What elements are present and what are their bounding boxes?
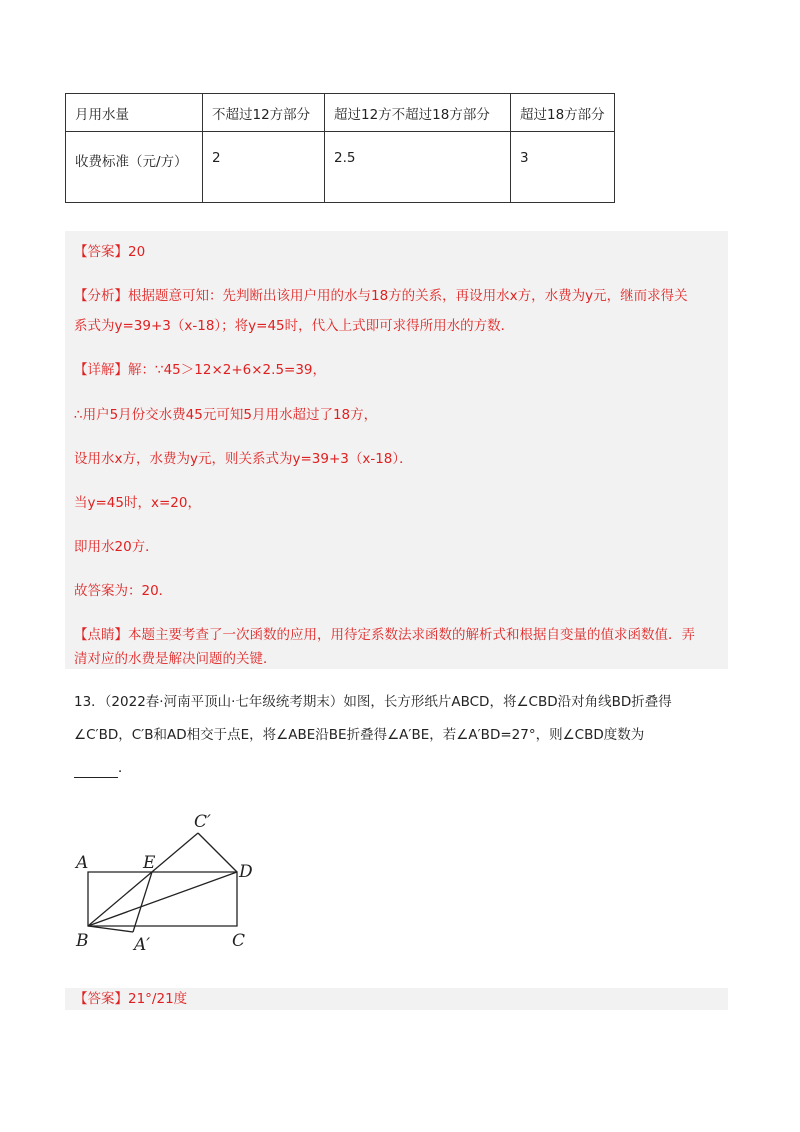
segment-c-prime-d bbox=[198, 833, 237, 872]
label-c-prime: C′ bbox=[194, 812, 211, 832]
detail-text-6: 故答案为：20． bbox=[74, 583, 173, 599]
detail-text-4: 当y=45时，x=20， bbox=[74, 495, 201, 511]
table-cell: 超过18方部分 bbox=[511, 94, 615, 132]
segment-a-prime-e bbox=[133, 872, 152, 932]
comment-text-2: 清对应的水费是解决问题的关键． bbox=[74, 651, 277, 667]
answer-13-tag: 【答案】 bbox=[74, 991, 128, 1007]
label-e: E bbox=[143, 853, 156, 873]
question-13-line-1: 13．（2022春·河南平顶山·七年级统考期末）如图，长方形纸片ABCD，将∠CBD沿对角线BD折叠得 bbox=[74, 694, 672, 710]
analysis-line-1 bbox=[74, 286, 688, 306]
answer-13-value: 21°/21度 bbox=[128, 991, 188, 1007]
geometry-figure bbox=[70, 805, 270, 955]
analysis-tag: 【分析】 bbox=[74, 288, 128, 304]
diagonal-bd bbox=[88, 872, 237, 926]
segment-ba-prime bbox=[88, 926, 133, 932]
label-b: B bbox=[76, 931, 89, 951]
fee-table bbox=[65, 93, 615, 203]
comment-line-1 bbox=[74, 625, 695, 645]
detail-tag: 【详解】 bbox=[74, 362, 128, 378]
table-cell: 不超过12方部分 bbox=[203, 94, 325, 132]
table-cell: 2 bbox=[203, 132, 325, 203]
detail-text-3: 设用水x方，水费为y元，则关系式为y=39+3（x-18）． bbox=[74, 451, 413, 467]
question-13-line-2: ∠C′BD，C′B和AD相交于点E，将∠ABE沿BE折叠得∠A′BE，若∠A′BD=27°，则∠CBD度数为 bbox=[74, 727, 645, 743]
question-13-line-3 bbox=[74, 758, 132, 778]
answer-value: 20 bbox=[128, 244, 146, 260]
answer-tag: 【答案】 bbox=[74, 244, 128, 260]
analysis-text-2: 系式为y=39+3（x-18）；将y=45时，代入上式即可求得所用水的方数． bbox=[74, 318, 515, 334]
table-cell: 2.5 bbox=[325, 132, 511, 203]
answer-blank bbox=[74, 763, 118, 778]
table-cell: 超过12方不超过18方部分 bbox=[325, 94, 511, 132]
analysis-text-1: 根据题意可知：先判断出该用户用的水与18方的关系，再设用水x方，水费为y元，继而求得关 bbox=[128, 288, 688, 304]
table-row bbox=[66, 132, 615, 203]
table-cell: 收费标准（元/方） bbox=[66, 132, 203, 203]
label-a-prime: A′ bbox=[134, 935, 151, 955]
answer-line bbox=[74, 242, 145, 262]
comment-text-1: 本题主要考查了一次函数的应用，用待定系数法求函数的解析式和根据自变量的值求函数值．弄 bbox=[128, 627, 695, 643]
segment-bc-prime bbox=[88, 833, 198, 926]
detail-text-1: 解：∵45＞12×2+6×2.5=39， bbox=[128, 362, 327, 378]
label-d: D bbox=[239, 862, 253, 882]
comment-tag: 【点睛】 bbox=[74, 627, 128, 643]
answer-13-line bbox=[74, 989, 187, 1009]
label-a: A bbox=[76, 853, 89, 873]
detail-line-1 bbox=[74, 360, 326, 380]
question-13-suffix: ． bbox=[118, 760, 132, 776]
label-c: C bbox=[232, 931, 246, 951]
table-cell: 3 bbox=[511, 132, 615, 203]
detail-text-5: 即用水20方． bbox=[74, 539, 159, 555]
table-cell: 月用水量 bbox=[66, 94, 203, 132]
table-row bbox=[66, 94, 615, 132]
detail-text-2: ∴用户5月份交水费45元可知5月用水超过了18方， bbox=[74, 407, 378, 423]
